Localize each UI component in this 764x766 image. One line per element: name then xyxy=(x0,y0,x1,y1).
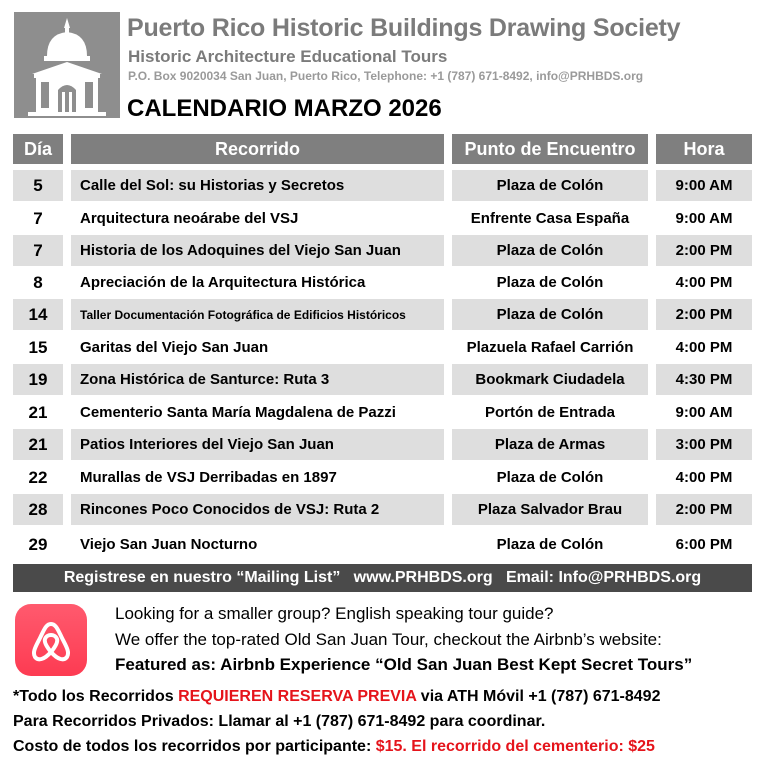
cell-recorrido: Cementerio Santa María Magdalena de Pazzi xyxy=(80,404,396,421)
email-link[interactable]: Email: Info@PRHBDS.org xyxy=(505,569,702,586)
cell-punto: Bookmark Ciudadela xyxy=(452,364,648,395)
cell-punto: Plaza de Colón xyxy=(496,469,604,486)
reservation-suffix: via ATH Móvil +1 (787) 671-8492 xyxy=(416,688,661,705)
cell-recorrido: Historia de los Adoquines del Viejo San Juan xyxy=(71,235,444,266)
reservation-prefix: *Todo los Recorridos xyxy=(13,688,179,705)
table-row xyxy=(0,494,764,525)
cell-dia: 29 xyxy=(28,534,48,554)
airbnb-belo-icon xyxy=(28,616,74,664)
cell-punto: Plaza Salvador Brau xyxy=(452,494,648,525)
column-header-dia: Día xyxy=(13,134,63,164)
cell-recorrido: Apreciación de la Arquitectura Histórica xyxy=(80,274,366,291)
cell-hora: 9:00 AM xyxy=(675,210,733,227)
mailing-list-text: Registrese en nuestro “Mailing List” xyxy=(63,569,341,586)
cell-recorrido: Calle del Sol: su Historias y Secretos xyxy=(71,170,444,201)
cell-dia: 7 xyxy=(33,208,43,228)
table-row xyxy=(0,529,764,560)
cell-punto: Plazuela Rafael Carrión xyxy=(466,339,634,356)
cell-dia: 21 xyxy=(13,429,63,460)
cell-dia: 5 xyxy=(13,170,63,201)
table-row xyxy=(0,203,764,234)
private-tours-note: Para Recorridos Privados: Llamar al +1 (787) 671-8492 para coordinar. xyxy=(13,713,546,730)
table-row xyxy=(0,332,764,363)
cell-recorrido: Murallas de VSJ Derribadas en 1897 xyxy=(80,469,337,486)
calendar-title: CALENDARIO MARZO 2026 xyxy=(127,95,442,122)
column-header-hora: Hora xyxy=(656,134,752,164)
cell-recorrido: Viejo San Juan Nocturno xyxy=(80,536,258,553)
website-link[interactable]: www.PRHBDS.org xyxy=(353,569,493,586)
cell-punto: Plaza de Colón xyxy=(452,235,648,266)
table-row xyxy=(0,267,764,298)
table-row xyxy=(0,364,764,395)
cost-values: $15. El recorrido del cementerio: $25 xyxy=(375,738,655,755)
cell-dia: 19 xyxy=(13,364,63,395)
cell-punto: Plaza de Armas xyxy=(452,429,648,460)
cell-hora: 4:00 PM xyxy=(675,339,733,356)
cell-hora: 6:00 PM xyxy=(675,536,733,553)
promo-line-1: Looking for a smaller group? English speaking tour guide? xyxy=(115,604,554,623)
promo-featured: Featured as: Airbnb Experience “Old San Juan Best Kept Secret Tours” xyxy=(115,655,693,674)
org-address: P.O. Box 9020034 San Juan, Puerto Rico, Telephone: +1 (787) 671-8492, info@PRHBDS.org xyxy=(128,69,644,83)
reservation-required: REQUIEREN RESERVA PREVIA xyxy=(178,688,417,705)
cell-hora: 2:00 PM xyxy=(656,235,752,266)
cell-recorrido: Rincones Poco Conocidos de VSJ: Ruta 2 xyxy=(71,494,444,525)
mailing-list-banner xyxy=(13,564,752,592)
cell-recorrido: Taller Documentación Fotográfica de Edificios Históricos xyxy=(71,299,444,330)
cell-dia: 21 xyxy=(28,402,48,422)
cell-dia: 22 xyxy=(28,467,48,487)
cell-recorrido: Arquitectura neoárabe del VSJ xyxy=(80,210,299,227)
table-row xyxy=(0,429,764,460)
cost-prefix: Costo de todos los recorridos por participante: xyxy=(13,738,376,755)
cell-punto: Plaza de Colón xyxy=(496,536,604,553)
cell-dia: 7 xyxy=(13,235,63,266)
cell-dia: 14 xyxy=(13,299,63,330)
cell-hora: 9:00 AM xyxy=(675,404,733,421)
table-row xyxy=(0,397,764,428)
promo-line-2: We offer the top-rated Old San Juan Tour, checkout the Airbnb’s website: xyxy=(115,630,662,649)
cell-hora: 2:00 PM xyxy=(656,299,752,330)
table-row xyxy=(0,235,764,266)
cell-hora: 4:30 PM xyxy=(656,364,752,395)
cell-recorrido: Zona Histórica de Santurce: Ruta 3 xyxy=(71,364,444,395)
cell-punto: Plaza de Colón xyxy=(452,170,648,201)
cell-punto: Enfrente Casa España xyxy=(470,210,630,227)
cell-hora: 4:00 PM xyxy=(675,274,733,291)
table-row xyxy=(0,170,764,201)
cell-punto: Plaza de Colón xyxy=(452,299,648,330)
airbnb-logo-icon[interactable] xyxy=(15,604,87,676)
cell-punto: Plaza de Colón xyxy=(496,274,604,291)
cell-recorrido: Garitas del Viejo San Juan xyxy=(80,339,269,356)
cell-hora: 9:00 AM xyxy=(656,170,752,201)
table-row xyxy=(0,299,764,330)
cell-punto: Portón de Entrada xyxy=(484,404,615,421)
cell-dia: 15 xyxy=(28,337,48,357)
cell-dia: 28 xyxy=(13,494,63,525)
org-subtitle: Historic Architecture Educational Tours xyxy=(128,47,448,66)
cost-note xyxy=(13,738,655,756)
cell-recorrido: Patios Interiores del Viejo San Juan xyxy=(71,429,444,460)
reservation-note xyxy=(13,688,660,706)
cell-hora: 3:00 PM xyxy=(656,429,752,460)
society-logo xyxy=(14,12,120,118)
org-name: Puerto Rico Historic Buildings Drawing Society xyxy=(127,14,681,42)
cell-hora: 4:00 PM xyxy=(675,469,733,486)
cell-dia: 8 xyxy=(33,272,43,292)
building-dome-icon xyxy=(14,12,120,118)
cell-hora: 2:00 PM xyxy=(656,494,752,525)
column-header-recorrido: Recorrido xyxy=(71,134,444,164)
column-header-punto: Punto de Encuentro xyxy=(452,134,648,164)
table-row xyxy=(0,462,764,493)
